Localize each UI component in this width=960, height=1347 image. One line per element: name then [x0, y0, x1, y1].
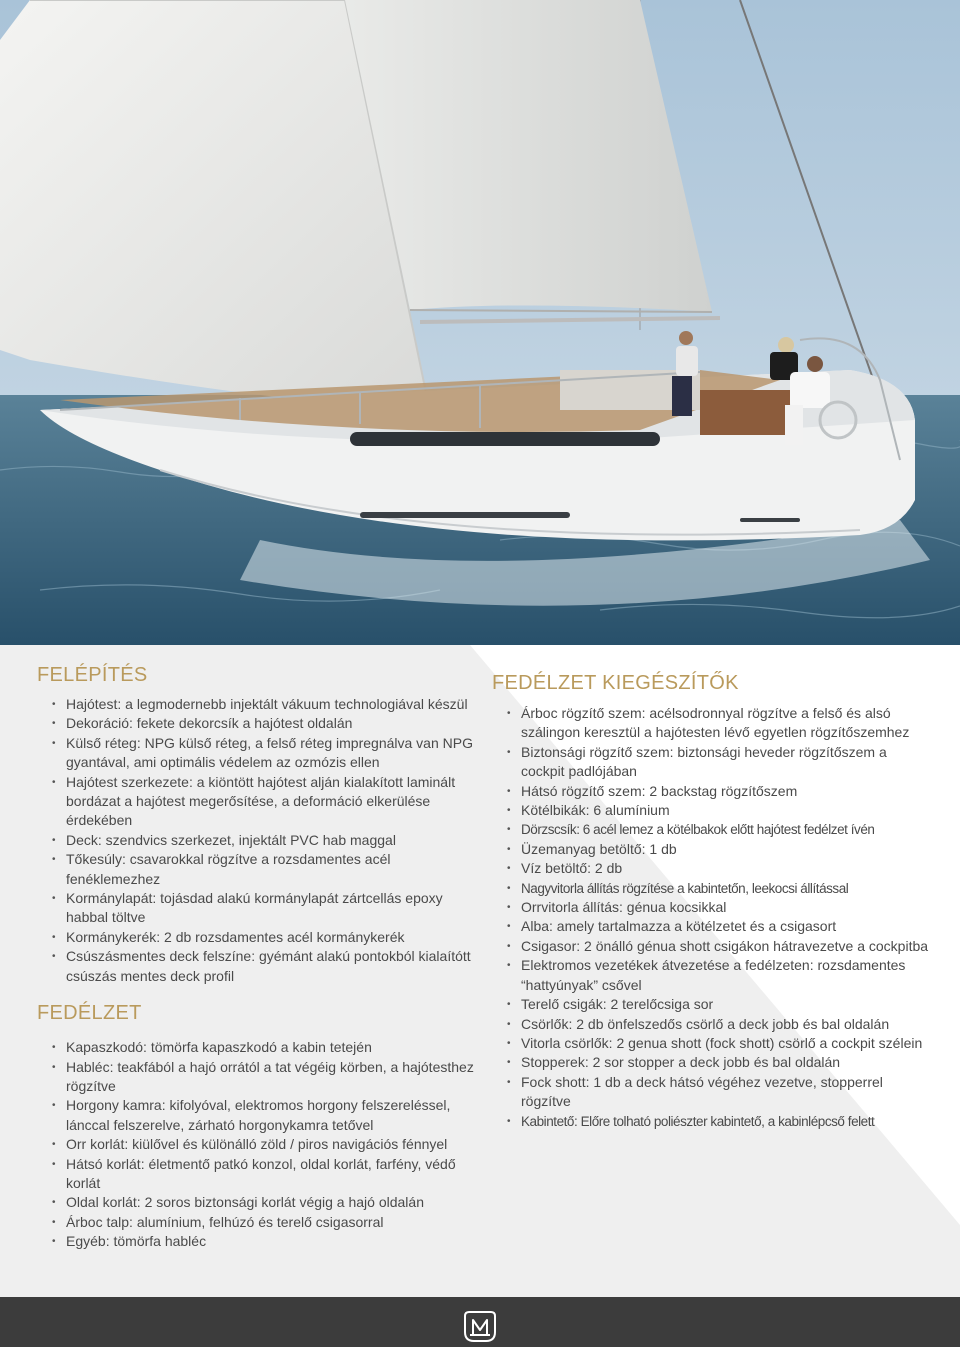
list-item: • Oldal korlát: 2 soros biztonsági korlát végig a hajó oldalán: [37, 1193, 477, 1212]
section-title-deck: FEDÉLZET: [37, 1002, 142, 1025]
list-item: • Terelő csigák: 2 terelőcsiga sor: [492, 995, 932, 1014]
list-item: • Üzemanyag betöltő: 1 db: [492, 840, 932, 859]
list-item: • Alba: amely tartalmazza a kötélzetet és a csigasort: [492, 917, 932, 936]
left-column: [37, 664, 477, 1252]
list-item: • Kabintető: Előre tolható poliészter kabintető, a kabinlépcső felett: [492, 1112, 932, 1131]
construction-list: [37, 695, 477, 986]
list-item: • Horgony kamra: kifolyóval, elektromos horgony felszereléssel, lánccal felszerelve, zárható horgonykamra tetővel: [37, 1096, 477, 1135]
list-item: • Hátsó korlát: életmentő patkó konzol, oldal korlát, farfény, védő korlát: [37, 1155, 477, 1194]
list-item: • Kötélbikák: 6 alumínium: [492, 801, 932, 820]
list-item: • Elektromos vezetékek átvezetése a fedélzeten: rozsdamentes “hattyúnyak” csővel: [492, 956, 932, 995]
list-item: • Hajótest szerkezete: a kiöntött hajótest alján kialakított laminált bordázat a hajótest megerősítése, a deformáció elkerülése érdekében: [37, 773, 477, 831]
list-item: • Hátsó rögzítő szem: 2 backstag rögzítőszem: [492, 782, 932, 801]
list-item: • Kormánylapát: tojásdad alakú kormánylapát zártcellás epoxy habbal töltve: [37, 889, 477, 928]
list-item: • Árboc rögzítő szem: acélsodronnyal rögzítve a felső és alsó szálingon keresztül a hajótesten lévő egyetlen rögzítőszemhez: [492, 704, 932, 743]
list-item: • Fock shott: 1 db a deck hátsó végéhez vezetve, stopperrel rögzítve: [492, 1073, 932, 1112]
list-item: • Dekoráció: fekete dekorcsík a hajótest oldalán: [37, 714, 477, 733]
list-item: • Vitorla csörlők: 2 genua shott (fock shott) csörlő a cockpit szélein: [492, 1034, 932, 1053]
list-item: • Csörlők: 2 db önfelszedős csörlő a deck jobb és bal oldalán: [492, 1015, 932, 1034]
list-item: • Dörzscsík: 6 acél lemez a kötélbakok előtt hajótest fedélzet ívén: [492, 820, 932, 839]
section-title-deck-accessories: FEDÉLZET KIEGÉSZÍTŐK: [492, 672, 739, 694]
deck-accessories-list: [492, 704, 932, 1131]
list-item: • Külső réteg: NPG külső réteg, a felső réteg impregnálva van NPG gyantával, ami optimális védelem az ozmózis ellen: [37, 734, 477, 773]
list-item: • Árboc talp: alumínium, felhúzó és terelő csigasorral: [37, 1213, 477, 1232]
list-item: • Deck: szendvics szerkezet, injektált PVC hab maggal: [37, 831, 477, 850]
list-item: • Csigasor: 2 önálló génua shott csigákon hátravezetve a cockpitba: [492, 937, 932, 956]
list-item: • Víz betöltő: 2 db: [492, 859, 932, 878]
list-item: • Stopperek: 2 sor stopper a deck jobb és bal oldalán: [492, 1053, 932, 1072]
list-item: • Habléc: teakfából a hajó orrától a tat végéig körben, a hajótesthez rögzítve: [37, 1058, 477, 1097]
list-item: • Orrvitorla állítás: génua kocsikkal: [492, 898, 932, 917]
list-item: • Csúszásmentes deck felszíne: gyémánt alakú pontokból kialaítótt csúszás mentes deck profil: [37, 947, 477, 986]
list-item: • Kapaszkodó: tömörfa kapaszkodó a kabin tetején: [37, 1038, 477, 1057]
deck-list: [37, 1038, 477, 1251]
list-item: • Orr korlát: kiülővel és különálló zöld / piros navigációs fénnyel: [37, 1135, 477, 1154]
list-item: • Kormánykerék: 2 db rozsdamentes acél kormánykerék: [37, 928, 477, 947]
list-item: • Egyéb: tömörfa habléc: [37, 1232, 477, 1251]
sailboat-photo: [0, 0, 960, 645]
list-item: • Tőkesúly: csavarokkal rögzítve a rozsdamentes acél fenéklemezhez: [37, 850, 477, 889]
brand-logo-icon: [462, 1308, 498, 1344]
list-item: • Hajótest: a legmodernebb injektált vákuum technologiával készül: [37, 695, 477, 714]
list-item: • Biztonsági rögzítő szem: biztonsági heveder rögzítőszem a cockpit padlójában: [492, 743, 932, 782]
list-item: • Nagyvitorla állítás rögzítése a kabintetőn, leekocsi állítással: [492, 879, 932, 898]
right-column: [492, 672, 932, 1131]
section-title-construction: FELÉPÍTÉS: [37, 664, 148, 686]
